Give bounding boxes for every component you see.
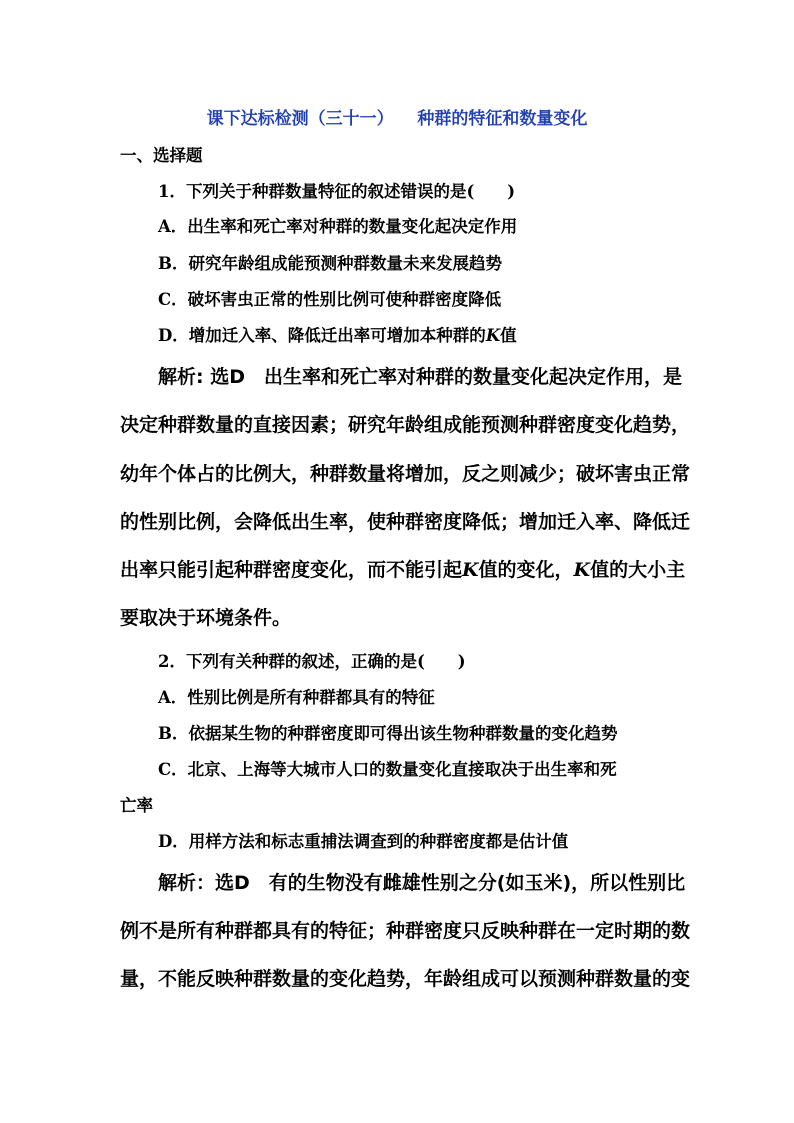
q2-option-d: D．用样方法和标志重捕法调查到的种群密度都是估计值 (158, 832, 569, 851)
q1-option-d-text: D．增加迁入率、降低迁出率可增加本种群的 (158, 326, 486, 345)
k-symbol: K (485, 326, 501, 345)
page-title: 课下达标检测（三十一） 种群的特征和数量变化 (206, 109, 588, 129)
q1-explanation-line: 幼年个体占的比例大，种群数量将增加，反之则减少；破坏害虫正常 (120, 463, 691, 485)
q1-stem: 1．下列关于种群数量特征的叙述错误的是( ) (158, 182, 516, 201)
q1-option-c: C．破坏害虫正常的性别比例可使种群密度降低 (158, 290, 502, 309)
q1-explanation-text: 值的大小主 (590, 559, 686, 581)
q2-stem: 2．下列有关种群的叙述，正确的是( ) (158, 652, 466, 671)
q1-option-a: A．出生率和死亡率对种群的数量变化起决定作用 (158, 217, 518, 236)
q1-explanation-line (120, 555, 686, 582)
q2-option-b: B．依据某生物的种群密度即可得出该生物种群数量的变化趋势 (158, 724, 618, 743)
q2-option-c-continued: 亡率 (120, 796, 153, 815)
k-symbol: K (573, 559, 591, 581)
q1-option-d-suffix: 值 (500, 326, 517, 345)
q2-explanation-line: 例不是所有种群都具有的特征；种群密度只反映种群在一定时期的数 (120, 920, 691, 942)
q2-explanation-line: 解析：选D 有的生物没有雌雄性别之分(如玉米)，所以性别比 (158, 872, 686, 894)
q2-option-a: A．性别比例是所有种群都具有的特征 (158, 688, 435, 707)
q2-explanation-line: 量，不能反映种群数量的变化趋势，年龄组成可以预测种群数量的变 (120, 968, 691, 990)
q1-explanation-line: 解析: 选D 出生率和死亡率对种群的数量变化起决定作用，是 (158, 366, 682, 388)
section-heading: 一、选择题 (120, 146, 203, 165)
q1-explanation-text: 出率只能引起种群密度变化，而不能引起 (120, 559, 463, 581)
q1-explanation-line: 要取决于环境条件。 (120, 607, 292, 629)
q1-explanation-line: 决定种群数量的直接因素；研究年龄组成能预测种群密度变化趋势， (120, 414, 691, 436)
k-symbol: K (462, 559, 479, 581)
q1-option-b: B．研究年龄组成能预测种群数量未来发展趋势 (158, 254, 502, 273)
q2-option-c: C．北京、上海等大城市人口的数量变化直接取决于出生率和死 (158, 760, 617, 779)
q1-option-d (158, 322, 718, 346)
q1-explanation-text: 值的变化， (478, 559, 574, 581)
q1-explanation-line: 的性别比例，会降低出生率，使种群密度降低；增加迁入率、降低迁 (120, 511, 691, 533)
